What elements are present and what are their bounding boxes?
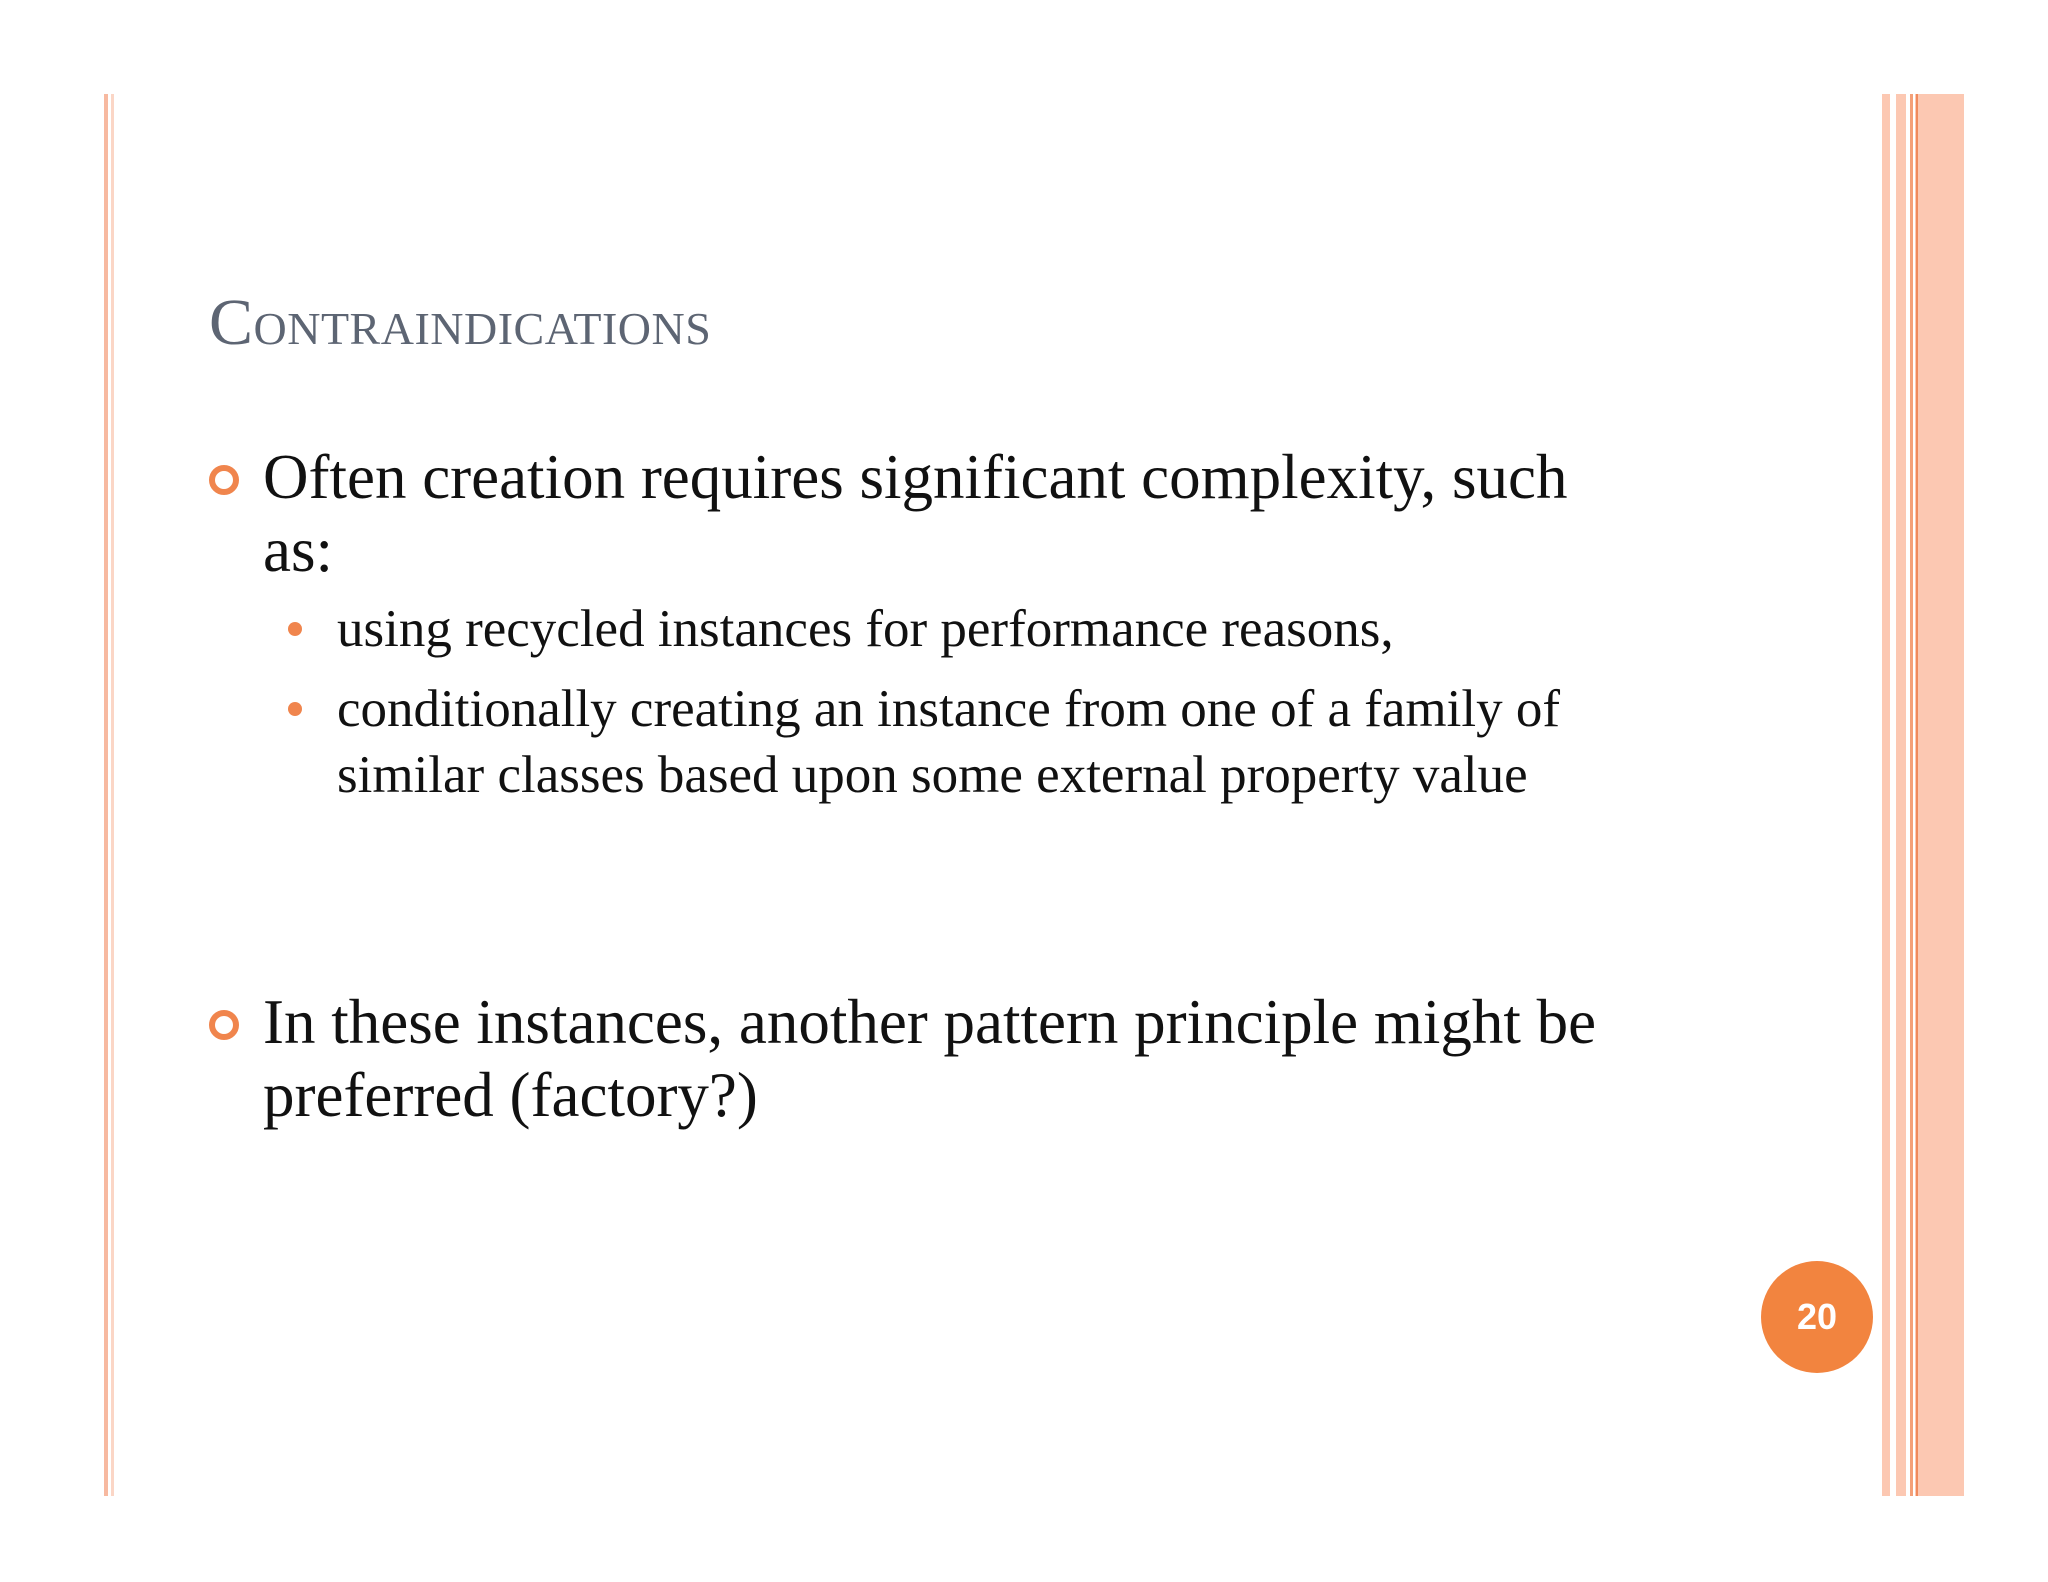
slide-title: Contraindications	[209, 286, 712, 359]
sub-bullet-item-2	[288, 676, 1668, 808]
sub-bullet-text: conditionally creating an instance from one of a family of similar classes based upon some external property value	[337, 680, 1560, 804]
bullet-item-2	[209, 986, 1629, 1132]
left-decorative-stripe-inner	[111, 94, 114, 1496]
bullet-item-1	[209, 441, 1629, 587]
hollow-circle-bullet-icon	[209, 1010, 239, 1040]
right-stripe-accent	[1916, 94, 1918, 1496]
right-decorative-band	[1882, 94, 1964, 1496]
bullet-text: In these instances, another pattern principle might be preferred (factory?)	[263, 987, 1597, 1130]
right-stripe-1	[1882, 94, 1890, 1496]
page-number-badge: 20	[1761, 1261, 1873, 1373]
dot-bullet-icon	[288, 622, 302, 636]
right-stripe-2	[1896, 94, 1906, 1496]
dot-bullet-icon	[288, 702, 302, 716]
right-stripe-4	[1915, 94, 1964, 1496]
hollow-circle-bullet-icon	[209, 465, 239, 495]
sub-bullet-text: using recycled instances for performance reasons,	[337, 600, 1394, 658]
sub-bullet-item-1	[288, 596, 1668, 662]
right-stripe-3	[1910, 94, 1913, 1496]
left-decorative-stripe	[104, 94, 108, 1496]
bullet-text: Often creation requires significant complexity, such as:	[263, 442, 1568, 585]
